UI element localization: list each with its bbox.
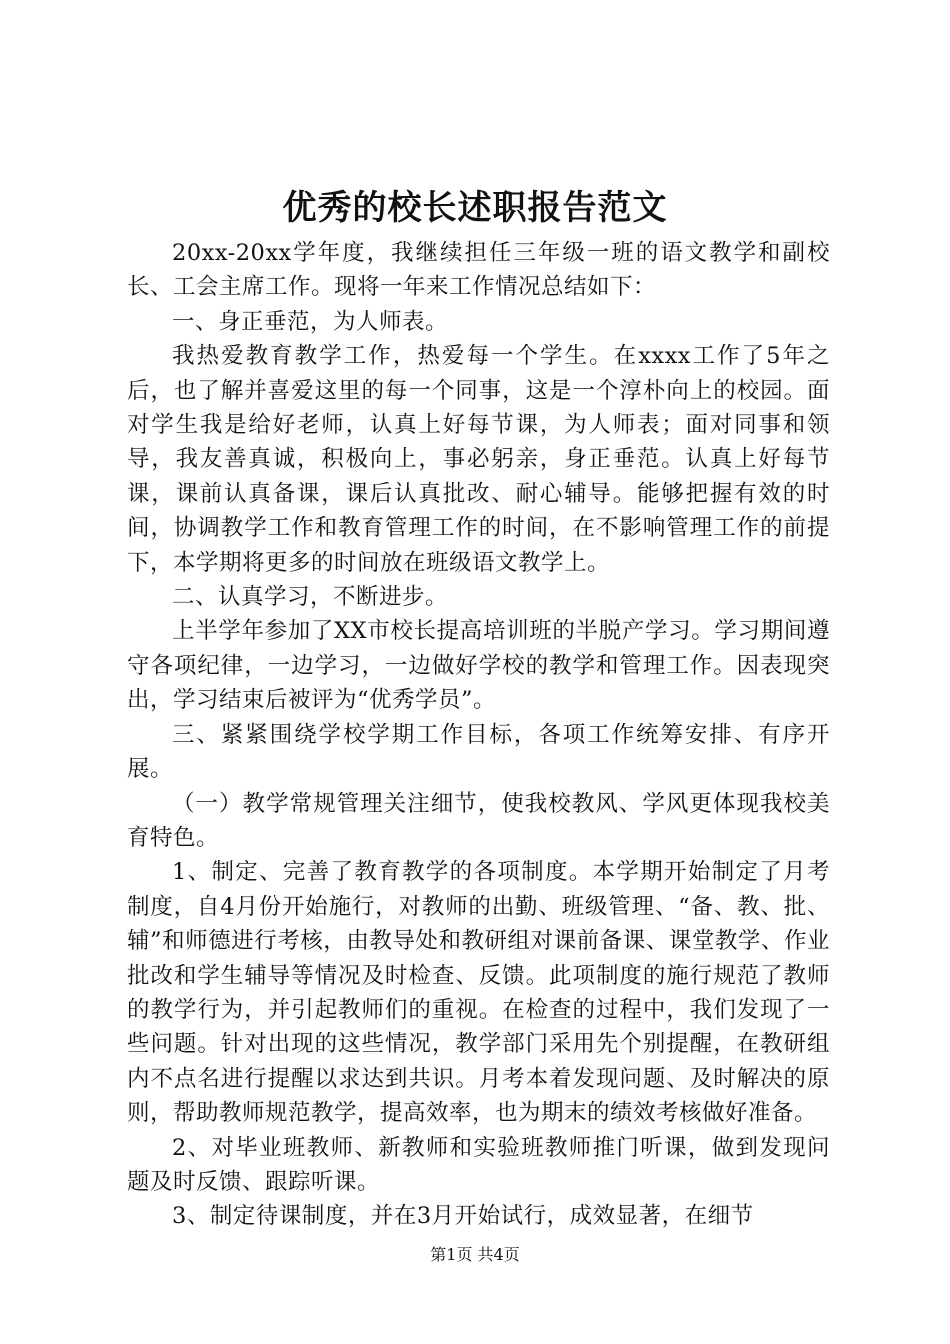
paragraph-2: 上半学年参加了XX市校长提高培训班的半脱产学习。学习期间遵守各项纪律，一边学习，一边做好学校的教学和管理工作。因表现突出，学习结束后被评为“优秀学员”。 (127, 618, 830, 714)
section-heading-2: 二、认真学习，不断进步。 (172, 584, 449, 611)
list-item-3: 3、制定待课制度，并在3月开始试行，成效显著，在细节 (172, 1203, 754, 1230)
subsection-heading-1: （一）教学常规管理关注细节，使我校教风、学风更体现我校美育特色。 (127, 790, 830, 851)
section-heading-3: 三、紧紧围绕学校学期工作目标，各项工作统筹安排、有序开展。 (127, 721, 830, 783)
document-body (127, 236, 830, 1234)
list-item-1: 1、制定、完善了教育教学的各项制度。本学期开始制定了月考制度，自4月份开始施行，对教师的出勤、班级管理、“备、教、批、辅”和师德进行考核，由教导处和教研组对课前备课、课堂教学、作业批改和学生辅导等情况及时检查、反馈。此项制度的施行规范了教师的教学行为，并引起教师们的重视。在检查的过程中，我们发现了一些问题。针对出现的这些情况，教学部门采用先个别提醒，在教研组内不点名进行提醒以求达到共识。月考本着发现问题、及时解决的原则，帮助教师规范教学，提高效率，也为期末的绩效考核做好准备。 (127, 859, 830, 1127)
section-heading-1: 一、身正垂范，为人师表。 (172, 308, 449, 335)
document-title: 优秀的校长述职报告范文 (282, 188, 668, 228)
paragraph-intro: 20xx-20xx学年度，我继续担任三年级一班的语文教学和副校长、工会主席工作。现将一年来工作情况总结如下： (127, 240, 830, 301)
page-footer: 第1页 共4页 (430, 1245, 520, 1264)
list-item-2: 2、对毕业班教师、新教师和实验班教师推门听课，做到发现问题及时反馈、跟踪听课。 (127, 1134, 830, 1195)
paragraph-1: 我热爱教育教学工作，热爱每一个学生。在xxxx工作了5年之后，也了解并喜爱这里的每一个同事，这是一个淳朴向上的校园。面对学生我是给好老师，认真上好每节课，为人师表；面对同事和领导，我友善真诚，积极向上，事必躬亲，身正垂范。认真上好每节课，课前认真备课，课后认真批改、耐心辅导。能够把握有效的时间，协调教学工作和教育管理工作的时间，在不影响管理工作的前提下，本学期将更多的时间放在班级语文教学上。 (127, 343, 830, 576)
